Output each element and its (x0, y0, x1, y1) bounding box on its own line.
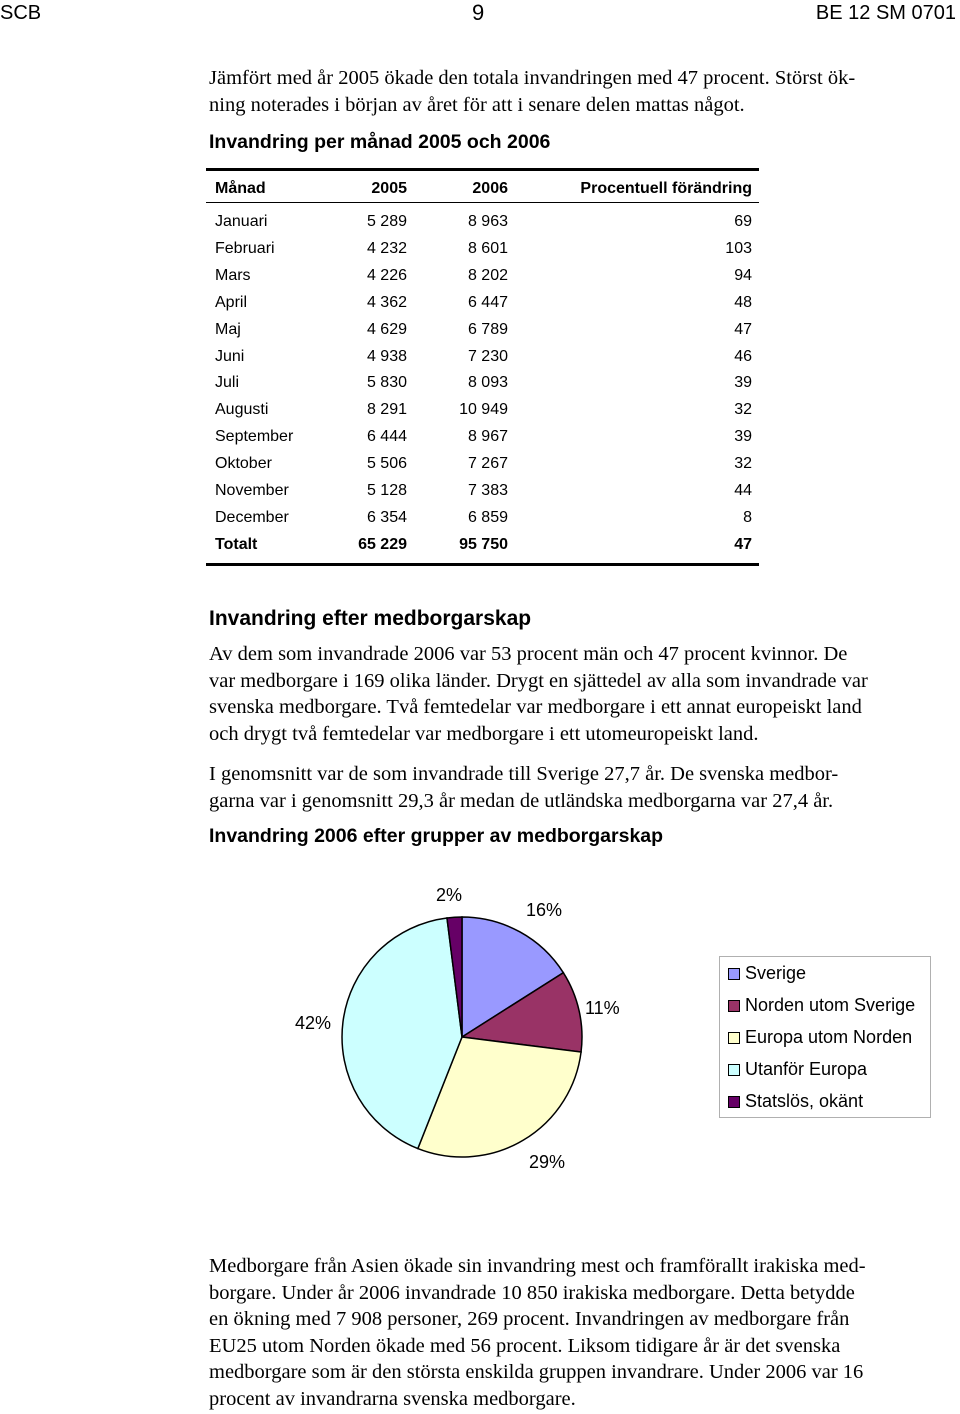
page-number: 9 (472, 0, 485, 25)
pie-label-norden: 11% (585, 998, 620, 1018)
pie-label-sverige: 16% (526, 900, 563, 920)
paragraph-line: Medborgare från Asien ökade sin invandring mest och framförallt irakiska med- (209, 1255, 866, 1277)
legend-swatch (728, 1064, 740, 1076)
table-title: Invandring per månad 2005 och 2006 (209, 131, 551, 153)
section-heading: Invandring efter medborgarskap (209, 607, 532, 630)
cell-change: 47 (734, 320, 752, 338)
cell-change: 103 (725, 239, 752, 257)
cell-2006: 8 202 (467, 266, 508, 284)
cell-2005: 5 830 (366, 374, 407, 392)
cell-2006: 8 963 (467, 213, 508, 230)
paragraph-line: I genomsnitt var de som invandrade till Sverige 27,7 år. De svenska medbor- (209, 763, 839, 785)
cell-month: Juli (215, 374, 240, 392)
legend-swatch (728, 1096, 740, 1108)
legend-label: Statslös, okänt (745, 1091, 864, 1111)
cell-change: 32 (734, 401, 752, 419)
cell-change: 94 (734, 266, 752, 284)
cell-2006: 6 447 (467, 293, 508, 311)
paragraph-line: EU25 utom Norden ökade med 56 procent. Liksom tidigare år är det svenska (209, 1334, 841, 1357)
cell-month: Juni (215, 347, 245, 365)
cell-change: 46 (734, 347, 752, 365)
cell-2005: 5 289 (366, 213, 407, 230)
cell-2006: 8 093 (467, 374, 508, 392)
legend-label: Norden utom Sverige (745, 995, 916, 1015)
paragraph-line: och drygt två femtedelar var medborgare i ett utomeuropeiskt land. (209, 722, 759, 745)
paragraph-line: garna var i genomsnitt 29,3 år medan de utländska medborgarna var 27,4 år. (209, 789, 834, 812)
cell-change: 44 (734, 482, 752, 499)
cell-2006: 8 601 (467, 239, 508, 257)
legend-swatch (728, 968, 740, 980)
cell-month: April (215, 293, 248, 311)
col-header-change: Procentuell förändring (580, 180, 752, 197)
paragraph-line: Av dem som invandrade 2006 var 53 procent män och 47 procent kvinnor. De (209, 643, 848, 665)
total-change: 47 (734, 536, 752, 553)
paragraph-line: procent av invandrarna svenska medborgare. (209, 1387, 576, 1410)
chart-legend (719, 956, 931, 1118)
closing-paragraph (209, 1253, 866, 1413)
pie-label-utanfor: 42% (295, 1013, 332, 1033)
total-label: Totalt (215, 536, 258, 553)
paragraph-line: svenska medborgare. Två femtedelar var medborgare i ett annat europeiskt land (209, 696, 862, 719)
cell-2006: 10 949 (459, 401, 508, 419)
cell-month: September (215, 428, 294, 446)
legend-swatch (728, 1000, 740, 1012)
legend-swatch (728, 1032, 740, 1044)
cell-change: 69 (734, 213, 752, 230)
cell-month: Oktober (215, 455, 272, 473)
paragraph-line: medborgare som är den största enskilda gruppen invandrare. Under 2006 var 16 (209, 1361, 864, 1384)
cell-2005: 4 232 (366, 239, 407, 257)
legend-label: Europa utom Norden (745, 1027, 913, 1047)
col-header-month: Månad (215, 180, 266, 197)
cell-2006: 7 267 (467, 455, 508, 473)
cell-month: Maj (215, 320, 241, 338)
paragraph-line: en ökning med 7 908 personer, 269 procent. Invandringen av medborgare från (209, 1308, 850, 1331)
paragraph-line: borgare. Under år 2006 invandrade 10 850 irakiska medborgare. Detta betydde (209, 1281, 855, 1304)
cell-2005: 5 128 (366, 482, 407, 499)
cell-month: Mars (215, 266, 251, 284)
legend-label: Utanför Europa (745, 1059, 868, 1079)
cell-2006: 7 383 (467, 482, 508, 499)
header-series: BE 12 SM 0701 (815, 2, 956, 24)
cell-month: December (215, 508, 289, 526)
cell-change: 39 (734, 374, 752, 392)
cell-2006: 7 230 (467, 347, 508, 365)
cell-month: Januari (215, 213, 268, 230)
cell-change: 48 (734, 293, 752, 311)
cell-month: Augusti (215, 401, 269, 419)
cell-2006: 6 859 (467, 508, 508, 526)
cell-2006: 6 789 (467, 320, 508, 338)
cell-change: 8 (743, 508, 752, 526)
header-org: SCB (0, 2, 42, 24)
cell-2005: 4 362 (366, 293, 407, 311)
cell-change: 32 (734, 455, 752, 473)
cell-2005: 5 506 (366, 455, 407, 473)
cell-change: 39 (734, 428, 752, 446)
total-2006: 95 750 (459, 536, 508, 553)
col-header-2005: 2005 (371, 180, 407, 197)
cell-2005: 8 291 (366, 401, 407, 419)
total-2005: 65 229 (358, 536, 407, 553)
intro-line: ning noterades i början av året för att i senare delen mattas något. (209, 93, 745, 116)
cell-2005: 6 444 (366, 428, 407, 446)
pie-label-statslos: 2% (436, 885, 463, 905)
pie-label-europa: 29% (529, 1152, 566, 1172)
col-header-2006: 2006 (472, 180, 508, 197)
cell-2005: 4 938 (366, 347, 407, 365)
cell-2005: 4 226 (366, 266, 407, 284)
cell-month: Februari (215, 239, 275, 257)
cell-2006: 8 967 (467, 428, 508, 446)
cell-month: November (215, 482, 289, 499)
intro-line: Jämfört med år 2005 ökade den totala invandringen med 47 procent. Störst ök- (209, 67, 856, 89)
chart-title: Invandring 2006 efter grupper av medborgarskap (209, 825, 664, 847)
legend-label: Sverige (745, 963, 807, 983)
paragraph-line: var medborgare i 169 olika länder. Drygt en sjättedel av alla som invandrade var (209, 669, 868, 692)
cell-2005: 4 629 (366, 320, 407, 338)
cell-2005: 6 354 (366, 508, 407, 526)
